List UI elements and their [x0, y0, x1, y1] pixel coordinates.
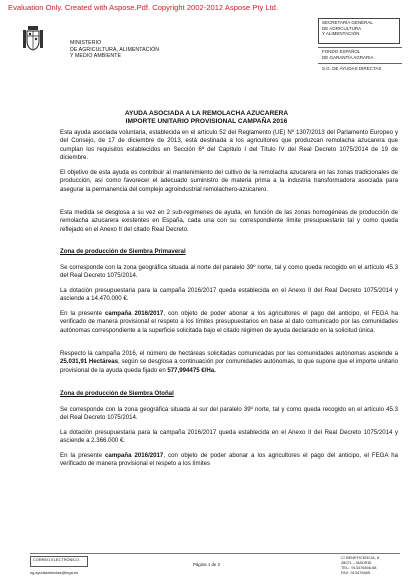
campaign-label: campaña 2016/2017 — [105, 452, 164, 459]
document-title — [0, 110, 413, 127]
ministry-line-3: Y MEDIO AMBIENTE — [70, 53, 122, 60]
secretaria-label — [322, 20, 373, 37]
section-heading-autumn: Zona de producción de Siembra Otoñal — [60, 390, 174, 397]
paragraph-spring-zone: Se corresponde con la zona geográfica situada al norte del paralelo 39º norte, tal y como queda recogido en el artículo 45.3 del Real Decreto 1075/2014. — [60, 264, 398, 280]
text-fragment: En la presente — [60, 452, 106, 459]
paragraph-sub-regimes: Esta medida se desglosa a su vez en 2 sub-regímenes de ayuda, en función de las zonas homogéneas de producción de remolacha azucarera existentes en España, cada una con su correspondiente límite presupuestario tal y como queda reflejado en el Anexo II del citado Real Decreto. — [60, 209, 398, 233]
text-fragment: , con objeto de poder abonar a los agricultores el pago del anticipo, el FEGA ha verificado de manera provisional el respeto a los límites presupuestarios en base al dato comunicado por las comunidades autónomas correspondiente a la superficie solicitada bajo el citado régimen de ayuda declarado en la solicitud única. — [60, 310, 399, 334]
address-line-1: C/ BENEFICENCIA, 8 — [341, 555, 380, 560]
hectares-value: 25.031,91 Hectáreas — [60, 358, 118, 366]
coat-of-arms-icon — [22, 26, 44, 52]
title-line-1: AYUDA ASOCIADA A LA REMOLACHA AZUCARERA — [124, 110, 289, 117]
unit-amount-value: 577,994475 €/Ha. — [167, 366, 216, 374]
paragraph-legal-basis: Esta ayuda asociada voluntaria, establecida en el artículo 52 del Reglamento (UE) Nº 1307/2013 del Parlamento Europeo y del Consejo, de 17 de diciembre de 2013, está destinada a los agricultores que produzcan remolacha azucarera que cumplan los requisitos establecidos en Sección 6ª del Capítulo I del Título IV del Real Decreto 1075/2014 de 19 de diciembre. — [60, 129, 398, 162]
campaign-label: campaña 2016/2017 — [105, 310, 164, 317]
address-line-4: FAX: 913476465 — [341, 569, 370, 575]
header-divider — [318, 63, 402, 64]
text-fragment: En la presente — [60, 310, 106, 317]
secretaria-line-1: SECRETARÍA GENERAL — [322, 20, 373, 25]
text-fragment: , según se desglosa a continuación por comunidades autónomas, lo que supone que el importe unitario provisional de la ayuda queda fijado en — [60, 358, 398, 374]
fondo-label — [322, 49, 374, 60]
paragraph-autumn-zone: Se corresponde con la zona geográfica situada al sur del paralelo 39º norte, tal y como queda recogido en el artículo 45.3 del Real Decreto 1075/2014. — [60, 406, 398, 422]
section-heading-spring: Zona de producción de Siembra Primaveral — [60, 248, 186, 255]
title-line-2: IMPORTE UNITARIO PROVISIONAL CAMPAÑA 2016 — [125, 118, 288, 126]
paragraph-spring-hectares — [60, 350, 398, 375]
email-link[interactable]: sg.ayudasdirectas@fega.es — [30, 570, 79, 575]
paragraph-objective: El objetivo de esta ayuda es contribuir al mantenimiento del cultivo de la remolacha azucarera en las zonas tradicionales de producción, así como favorecer el adecuado suministro de materia prima a la industria transformadora asociada para asegurar la permanencia del complejo agroindustrial remolachero-azucarero. — [60, 169, 398, 193]
address-line-3: TEL.: 913476466-68 — [341, 564, 377, 570]
secretaria-line-2: DE AGRICULTURA — [322, 25, 362, 31]
paragraph-spring-budget: La dotación presupuestaria para la campaña 2016/2017 queda establecida en el Anexo II del Real Decreto 1075/2014 y asciende a 14.470.000 €. — [60, 287, 398, 303]
text-fragment: Respecto la campaña 2016, el número de hectáreas solicitadas comunicadas por las comunidades autónomas asciende a — [60, 350, 398, 357]
header-divider — [318, 47, 402, 48]
email-label: CORREO ELECTRÓNICO — [33, 557, 80, 562]
text-fragment: , con objeto de poder abonar a los agricultores el pago del anticipo, el FEGA ha verificado de manera provisional el respeto a los límites — [60, 452, 399, 468]
address-line-2: 28071 – MADRID — [341, 559, 372, 565]
paragraph-spring-campaign — [60, 310, 398, 335]
paragraph-autumn-campaign — [60, 452, 398, 469]
ministry-line-1: MINISTERIO — [70, 40, 102, 46]
ministry-line-2: DE AGRICULTURA, ALIMENTACIÓN — [70, 46, 160, 53]
address-block — [341, 556, 379, 576]
subdirectorate-label: S.G. DE AYUDAS DIRECTAS — [322, 66, 382, 71]
fondo-line-1: FONDO ESPAÑOL — [322, 49, 361, 54]
fondo-line-2: DE GARANTÍA AGRARIA — [322, 54, 374, 60]
paragraph-autumn-budget: La dotación presupuestaria para la campaña 2016/2017 queda establecida en el Anexo II del Real Decreto 1075/2014 y asciende a 2.366.000 €. — [60, 429, 398, 445]
ministry-name — [70, 40, 159, 60]
footer-divider — [30, 553, 400, 554]
evaluation-watermark: Evaluation Only. Created with Aspose.Pdf. Copyright 2002-2012 Aspose Pty Ltd. — [8, 3, 279, 12]
page-number: Página 1 de 2 — [192, 562, 221, 567]
secretaria-line-3: Y ALIMENTACIÓN — [322, 31, 360, 37]
